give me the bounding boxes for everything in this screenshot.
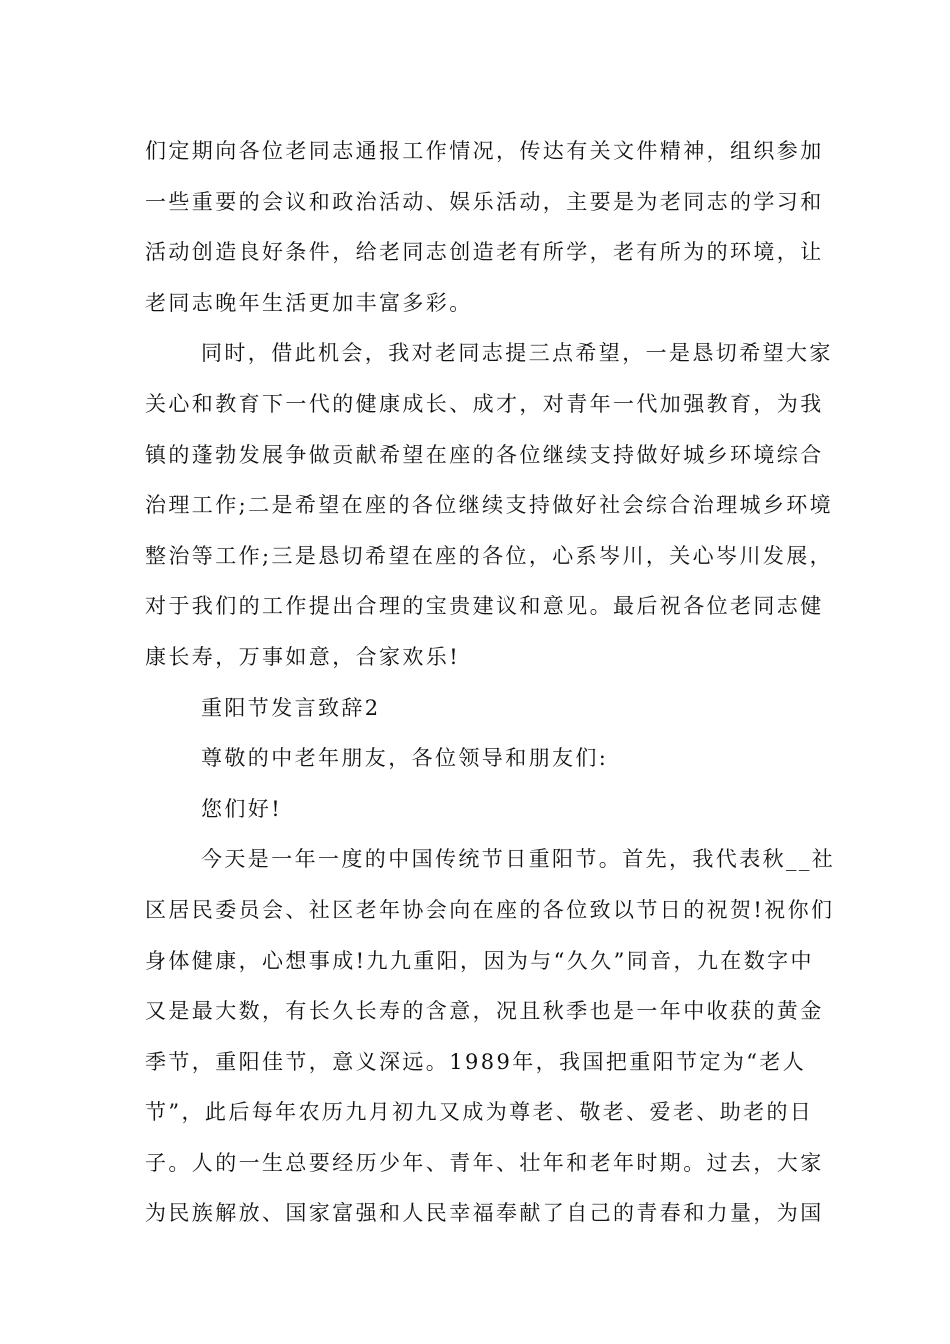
document-body	[145, 126, 836, 1239]
text-line: 对于我们的工作提出合理的宝贵建议和意见。最后祝各位老同志健	[145, 594, 824, 619]
text-line: 镇的蓬勃发展争做贡献希望在座的各位继续支持做好城乡环境综合	[145, 442, 824, 467]
text-line: 尊敬的中老年朋友，各位领导和朋友们:	[201, 746, 609, 771]
text-line: 们定期向各位老同志通报工作情况，传达有关文件精神，组织参加	[145, 139, 824, 163]
greeting	[145, 784, 810, 835]
paragraph-3	[145, 834, 836, 1239]
paragraph-1	[145, 126, 824, 328]
text-line: 康长寿，万事如意，合家欢乐!	[145, 644, 461, 669]
section-heading	[145, 683, 810, 734]
text-line: 季节，重阳佳节，意义深远。1989年，我国把重阳节定为“老人	[145, 1049, 807, 1074]
heading-line: 重阳节发言致辞2	[201, 695, 381, 720]
text-line: 又是最大数，有长久长寿的含意，况且秋季也是一年中收获的黄金	[145, 999, 824, 1024]
text-line: 节”，此后每年农历九月初九又成为尊老、敬老、爱老、助老的日	[145, 1100, 814, 1125]
text-line: 为民族解放、国家富强和人民幸福奉献了自己的青春和力量，为国	[145, 1201, 824, 1226]
text-line: 身体健康，心想事成!九九重阳，因为与“久久”同音，九在数字中	[145, 948, 814, 973]
text-line: 子。人的一生总要经历少年、青年、壮年和老年时期。过去，大家	[145, 1150, 824, 1175]
text-line: 关心和教育下一代的健康成长、成才，对青年一代加强教育，为我	[145, 391, 824, 416]
text-line: 您们好!	[201, 796, 283, 821]
text-line: 同时，借此机会，我对老同志提三点希望，一是恳切希望大家	[201, 341, 833, 366]
text-line: 区居民委员会、社区老年协会向在座的各位致以节日的祝贺!祝你们	[145, 897, 835, 922]
text-line: 整治等工作;三是恳切希望在座的各位，心系岑川，关心岑川发展，	[145, 543, 834, 568]
text-line: 活动创造良好条件，给老同志创造老有所学，老有所为的环境，让	[145, 240, 824, 265]
salutation	[145, 733, 810, 784]
paragraph-2	[145, 328, 834, 682]
text-line: 老同志晚年生活更加丰富多彩。	[145, 290, 473, 315]
text-line: 治理工作;二是希望在座的各位继续支持做好社会综合治理城乡环境	[145, 493, 834, 518]
text-line: 今天是一年一度的中国传统节日重阳节。首先，我代表秋__社	[201, 847, 836, 872]
text-line: 一些重要的会议和政治活动、娱乐活动，主要是为老同志的学习和	[145, 189, 824, 214]
